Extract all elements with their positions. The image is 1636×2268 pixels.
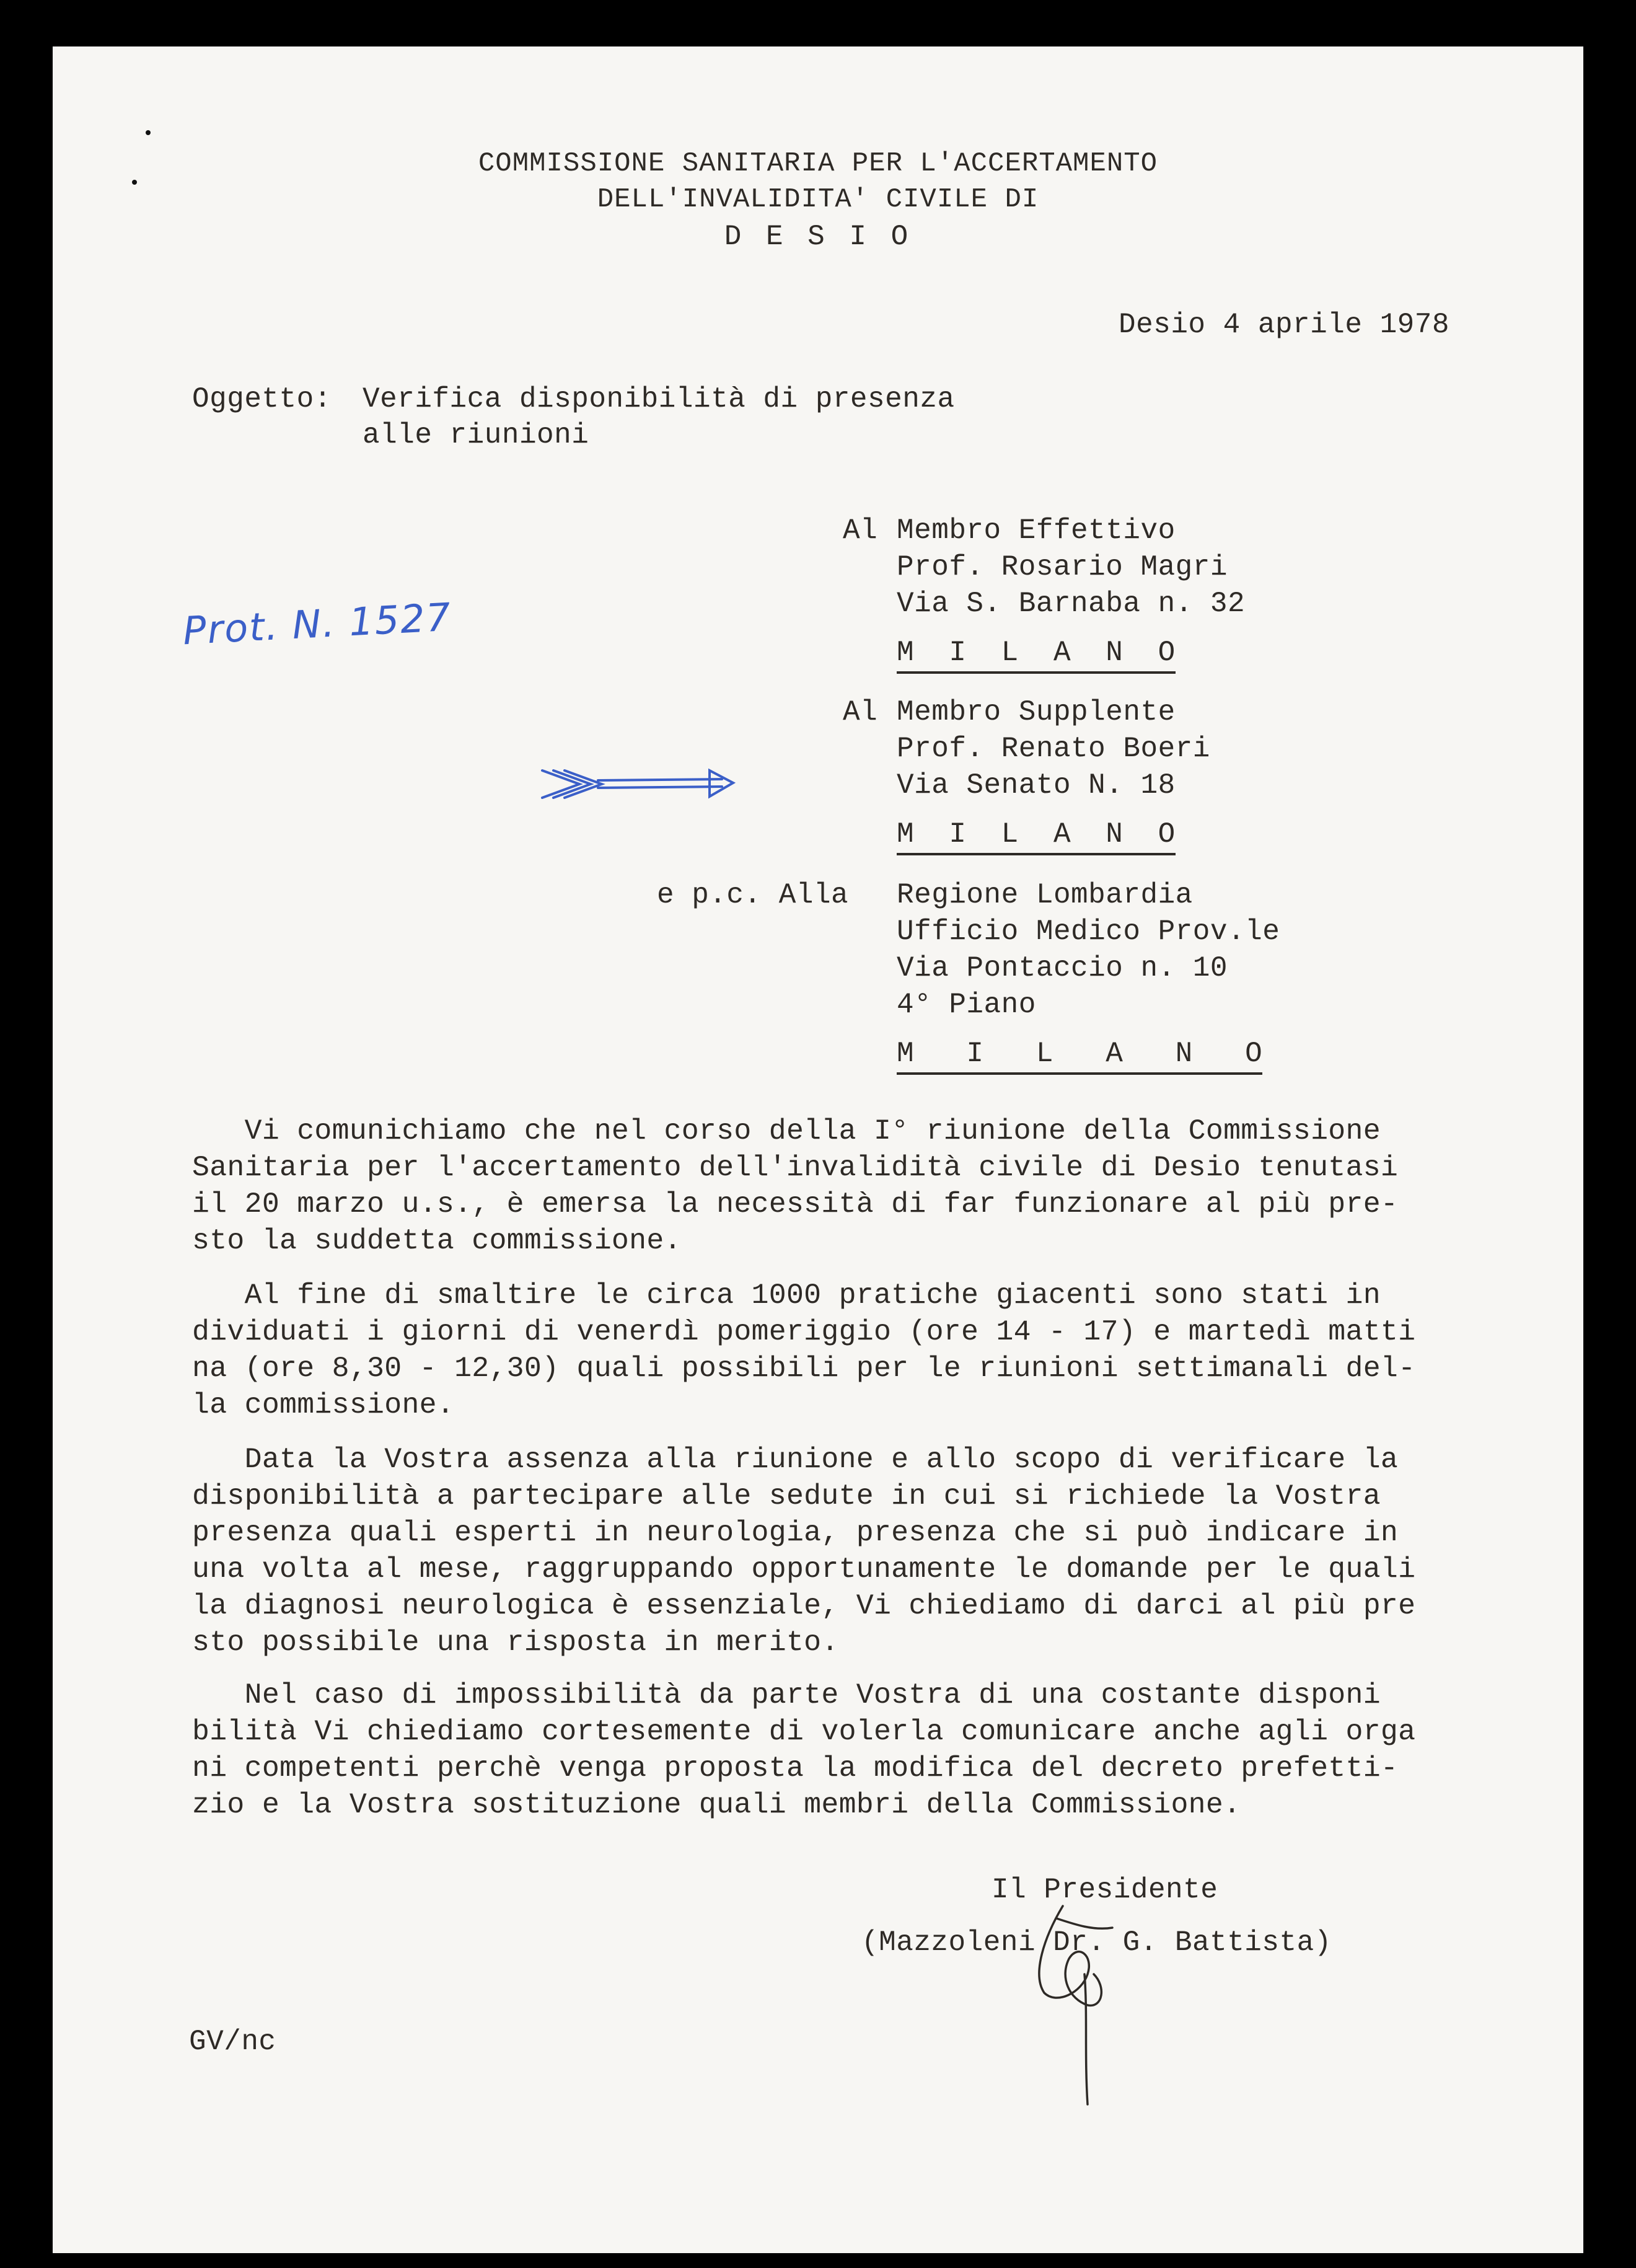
cc-line-1: Regione Lombardia <box>897 879 1193 911</box>
body-line: Al fine di smaltire le circa 1000 pratiche giacenti sono stati in <box>192 1279 1381 1312</box>
header-line-1: COMMISSIONE SANITARIA PER L'ACCERTAMENTO <box>478 148 1158 179</box>
letter-page <box>53 46 1583 2253</box>
subject-label: Oggetto: <box>192 383 332 415</box>
body-line: Vi comunichiamo che nel corso della I° riunione della Commissione <box>192 1114 1381 1147</box>
signature-name: (Mazzoleni Dr. G. Battista) <box>861 1926 1332 1959</box>
recipient-2-line-1: Membro Supplente <box>897 696 1176 728</box>
body-line: ni competenti perchè venga proposta la modifica del decreto prefetti- <box>192 1752 1399 1785</box>
header-line-2: DELL'INVALIDITA' CIVILE DI <box>597 184 1039 215</box>
body-line: la diagnosi neurologica è essenziale, Vi chiediamo di darci al più pre <box>192 1589 1416 1622</box>
recipient-2-line-2: Prof. Renato Boeri <box>897 733 1210 765</box>
protocol-note-text: Prot. N. 1527 <box>182 594 453 654</box>
edge-mark <box>146 130 151 135</box>
body-line: zio e la Vostra sostituzione quali membri della Commissione. <box>192 1788 1241 1821</box>
body-paragraph-3 <box>192 1441 1586 1661</box>
body-line: disponibilità a partecipare alle sedute in cui si richiede la Vostra <box>192 1480 1381 1512</box>
recipient-1-prefix: Al <box>843 514 878 547</box>
subject-line-2: alle riunioni <box>363 419 589 451</box>
subject-line-1: Verifica disponibilità di presenza <box>363 383 955 415</box>
handwritten-protocol-note <box>182 594 452 654</box>
body-line: dividuati i giorni di venerdì pomeriggio (ore 14 - 17) e martedì matti <box>192 1315 1416 1348</box>
signature-title: Il Presidente <box>992 1874 1218 1906</box>
body-paragraph-4 <box>192 1677 1586 1823</box>
recipient-2-prefix: Al <box>843 696 878 728</box>
recipient-1-line-1: Membro Effettivo <box>897 514 1176 547</box>
body-line: sto possibile una risposta in merito. <box>192 1626 839 1659</box>
body-line: bilità Vi chiediamo cortesemente di volerla comunicare anche agli orga <box>192 1715 1416 1748</box>
arrow-icon <box>536 759 747 809</box>
cc-line-4: 4° Piano <box>897 989 1036 1021</box>
cc-city: M I L A N O <box>897 1036 1262 1075</box>
body-line: la commissione. <box>192 1388 455 1421</box>
body-line: Sanitaria per l'accertamento dell'invalidità civile di Desio tenutasi <box>192 1151 1399 1184</box>
body-paragraph-2 <box>192 1277 1586 1423</box>
reference-initials: GV/nc <box>189 2026 276 2058</box>
recipient-2-city: M I L A N O <box>897 817 1176 855</box>
body-line: Data la Vostra assenza alla riunione e allo scopo di verificare la <box>192 1443 1399 1476</box>
header-line-3: D E S I O <box>724 221 912 253</box>
letter-date: Desio 4 aprile 1978 <box>1119 309 1449 341</box>
body-line: presenza quali esperti in neurologia, presenza che si può indicare in <box>192 1516 1399 1549</box>
recipient-1-city: M I L A N O <box>897 635 1176 674</box>
recipient-1-line-2: Prof. Rosario Magri <box>897 551 1228 583</box>
body-line: sto la suddetta commissione. <box>192 1224 682 1257</box>
body-line: na (ore 8,30 - 12,30) quali possibili per le riunioni settimanali del- <box>192 1352 1416 1385</box>
handwritten-signature <box>1019 1900 1131 2111</box>
cc-prefix: e p.c. Alla <box>657 879 849 911</box>
cc-line-2: Ufficio Medico Prov.le <box>897 916 1280 948</box>
cc-line-3: Via Pontaccio n. 10 <box>897 952 1228 984</box>
body-line: una volta al mese, raggruppando opportunamente le domande per le quali <box>192 1553 1416 1586</box>
body-paragraph-1 <box>192 1113 1586 1259</box>
body-line: Nel caso di impossibilità da parte Vostra di una costante disponi <box>192 1679 1381 1711</box>
recipient-1-line-3: Via S. Barnaba n. 32 <box>897 588 1246 620</box>
body-line: il 20 marzo u.s., è emersa la necessità di far funzionare al più pre- <box>192 1188 1399 1220</box>
recipient-2-line-3: Via Senato N. 18 <box>897 769 1176 801</box>
